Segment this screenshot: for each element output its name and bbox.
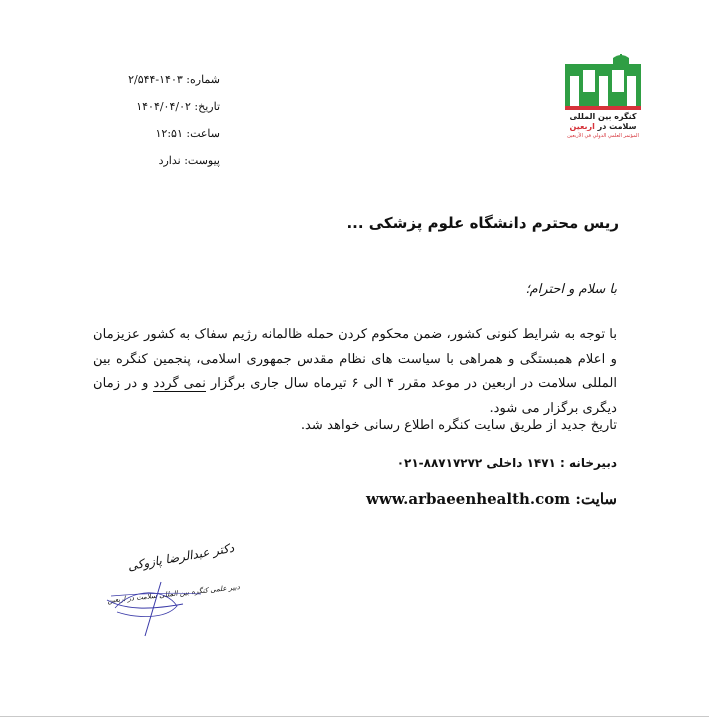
bottom-divider bbox=[0, 716, 709, 717]
website-line: سایت: www.arbaeenhealth.com bbox=[365, 490, 617, 508]
salutation: با سلام و احترام؛ bbox=[525, 282, 617, 297]
letter-attachment: پیوست: ندارد bbox=[158, 154, 220, 167]
letter-meta bbox=[80, 66, 220, 174]
announcement-paragraph: تاریخ جدید از طریق سایت کنگره اطلاع رسانی خواهد شد. bbox=[300, 418, 617, 433]
recipient-heading: ریس محترم دانشگاه علوم پزشکی ... bbox=[346, 214, 619, 232]
signature bbox=[105, 540, 241, 640]
signature-stroke bbox=[105, 548, 205, 640]
underlined-text: نمی گردد bbox=[153, 376, 206, 391]
letter-date: تاریخ: ۱۴۰۴/۰۴/۰۲ bbox=[136, 100, 220, 113]
signature-name: دکتر عبدالرضا پازوکی bbox=[126, 540, 236, 574]
letter-number: شماره: ۱۴۰۳-۲/۵۴۴ bbox=[128, 73, 220, 86]
congress-logo-mark bbox=[561, 54, 645, 112]
letter-time: ساعت: ۱۲:۵۱ bbox=[155, 127, 220, 140]
congress-logo-text: کنگره بین المللی سلامت در اربعین المؤتمر العلمي الدولي في الأربعين bbox=[567, 112, 639, 139]
website-link[interactable]: www.arbaeenhealth.com bbox=[365, 490, 571, 508]
signature-title: دبیر علمی کنگره بین المللی سلامت در اربعین bbox=[106, 583, 241, 605]
secretariat-phone: دبیرخانه : ۱۴۷۱ داخلی ۸۸۷۱۷۲۷۲-۰۲۱ bbox=[396, 456, 617, 470]
congress-logo bbox=[561, 54, 645, 146]
letter-body: با توجه به شرایط کنونی کشور، ضمن محکوم کردن حمله ظالمانه رژیم سفاک به کشور عزیزمان و اعلام همبستگی و همراهی با سیاست های نظام مقدس جمهوری اسلامی، پنجمین کنگره بین المللی سلامت در اربعین در موعد مقرر ۴ الی ۶ تیرماه سال جاری برگزار نمی گردد و در زمان دیگری برگزار می شود. bbox=[93, 327, 618, 416]
